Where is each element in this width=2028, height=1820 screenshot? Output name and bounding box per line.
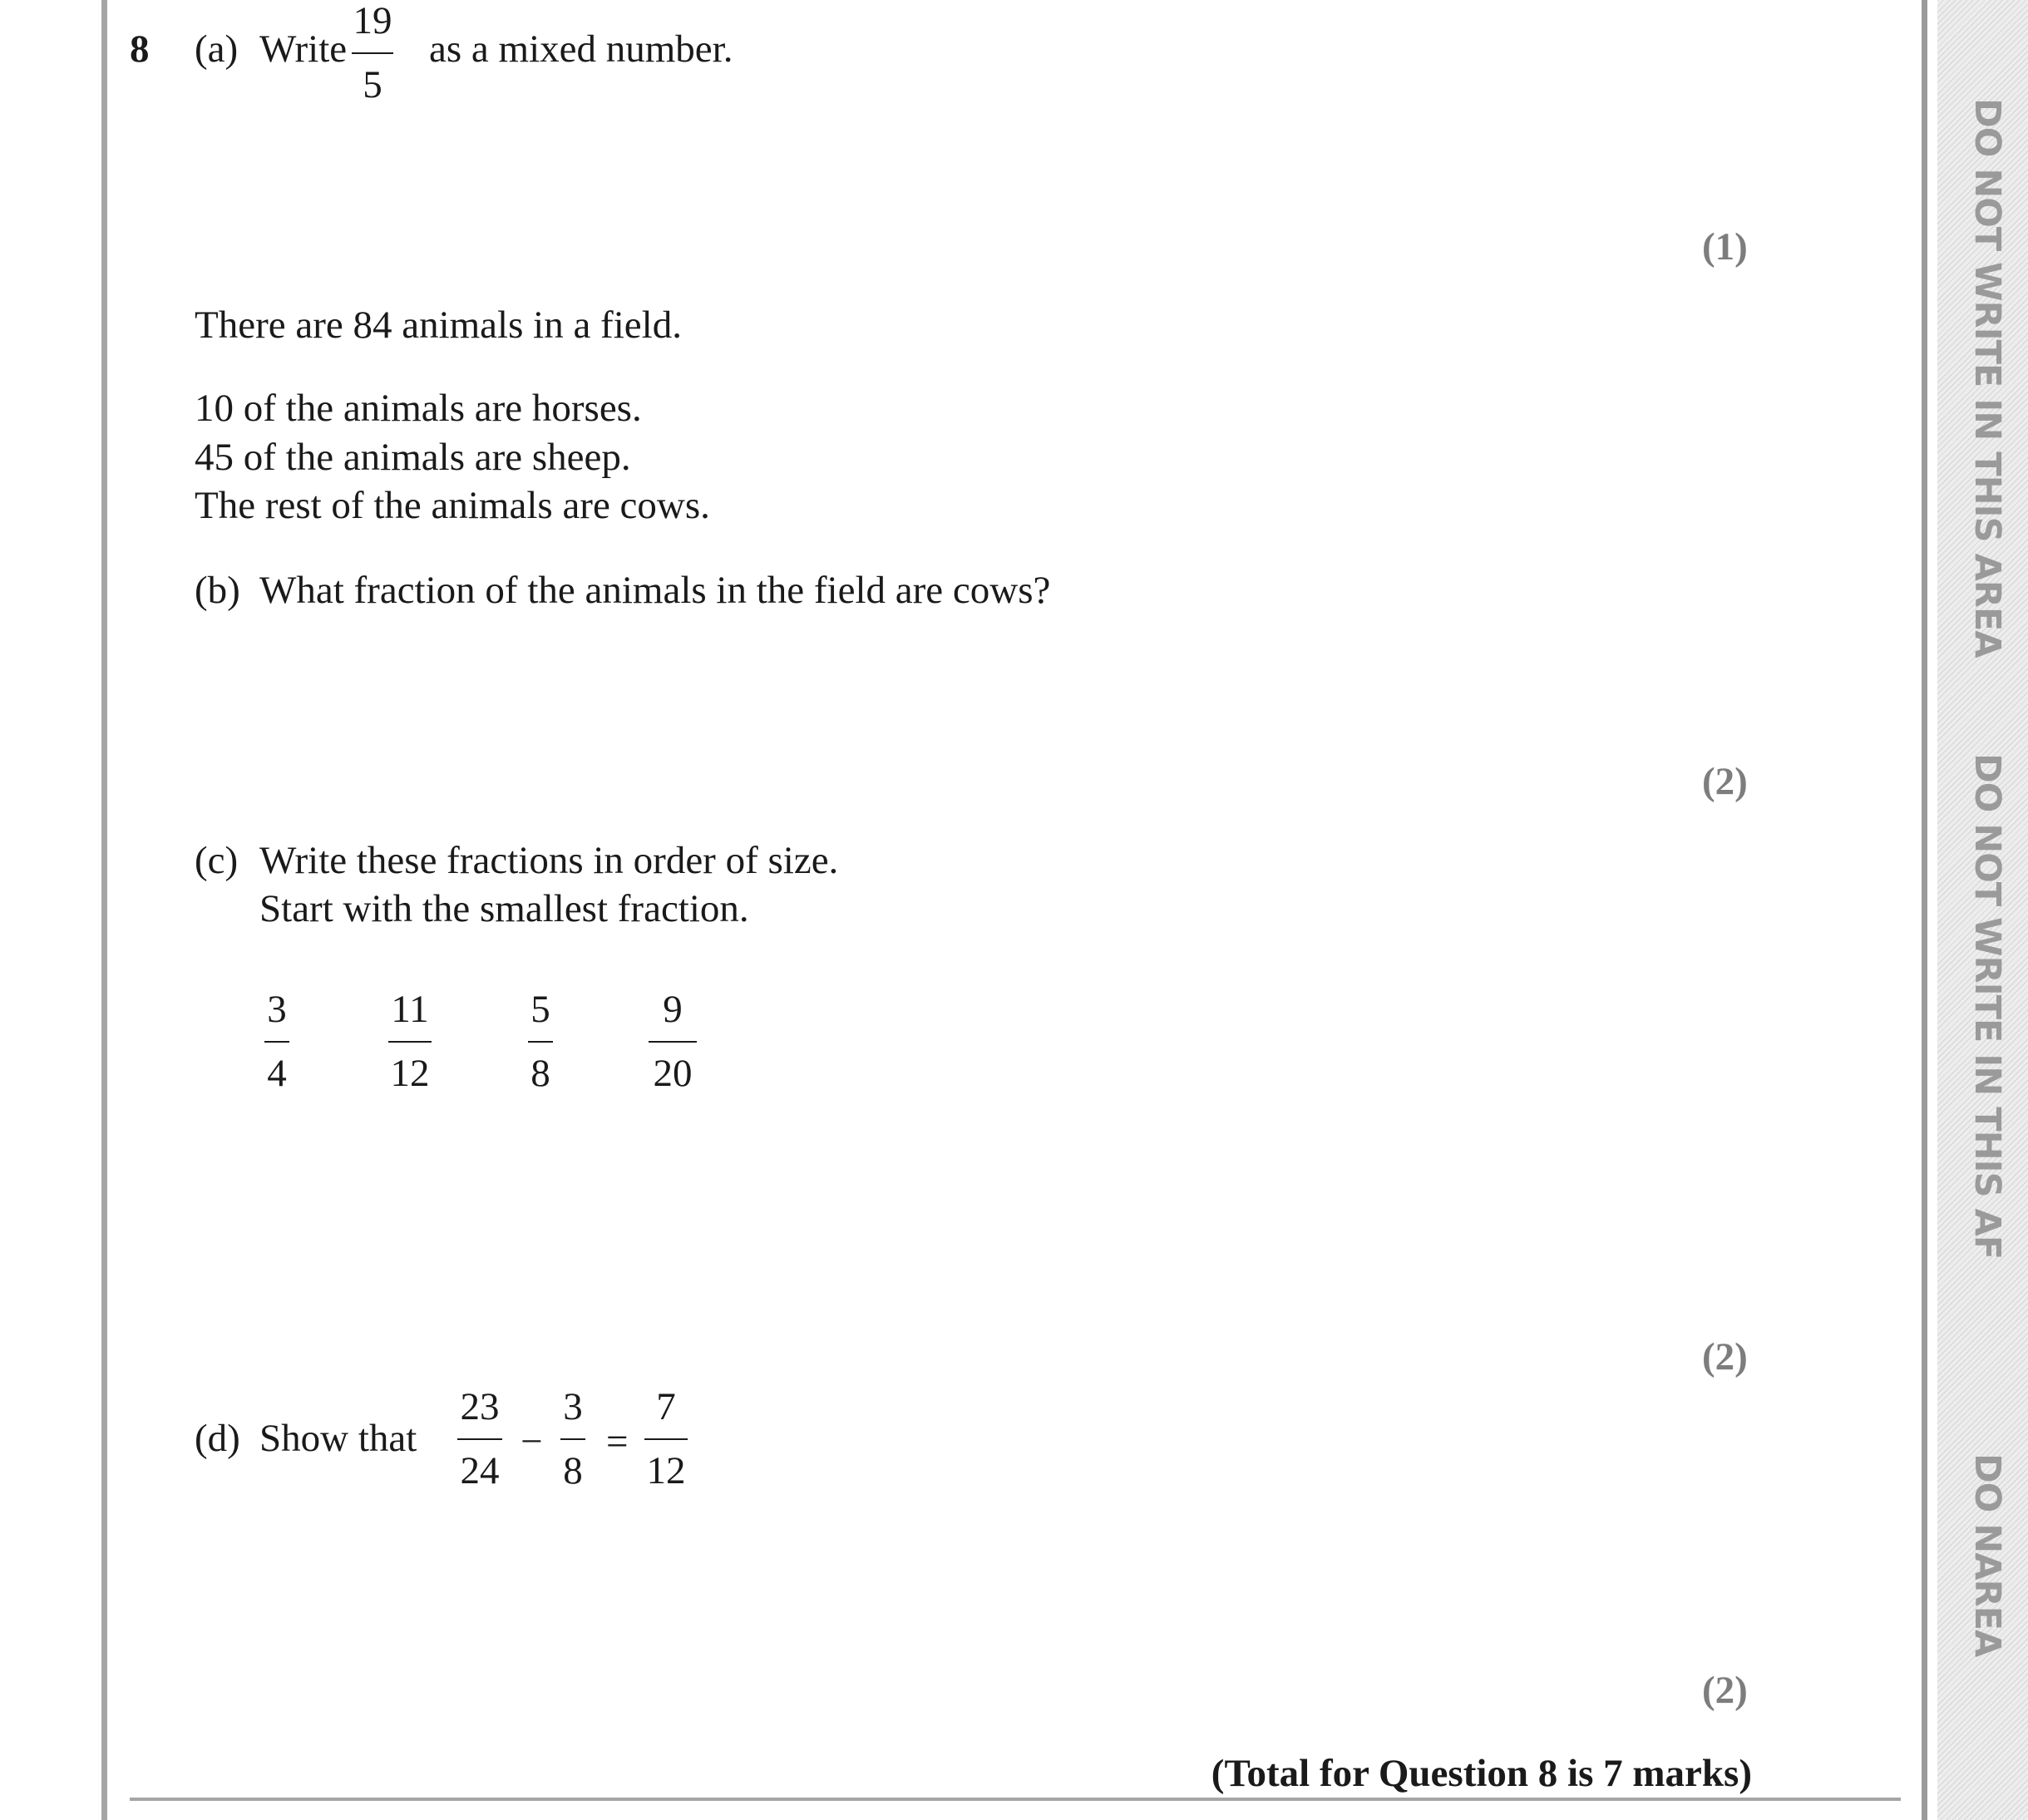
fraction-numerator: 3 xyxy=(563,1385,583,1428)
part-b-text: What fraction of the animals in the field are cows? xyxy=(259,569,1051,612)
fraction-bar xyxy=(457,1438,502,1440)
intro-line-4: The rest of the animals are cows. xyxy=(195,484,710,527)
equals-sign: = xyxy=(606,1420,629,1463)
fraction-bar xyxy=(388,1041,432,1043)
left-border-line xyxy=(101,0,107,1820)
part-d-label: (d) xyxy=(195,1417,240,1460)
part-c-label: (c) xyxy=(195,839,239,882)
margin-warning-2: DO NOT WRITE IN THIS AF xyxy=(1966,753,2008,1260)
intro-line-2: 10 of the animals are horses. xyxy=(195,387,642,430)
part-d-marks: (2) xyxy=(1702,1669,1748,1712)
part-a-label: (a) xyxy=(195,27,239,71)
question-total: (Total for Question 8 is 7 marks) xyxy=(1211,1752,1752,1795)
part-a-marks: (1) xyxy=(1702,225,1748,269)
fraction-numerator: 3 xyxy=(267,988,287,1031)
margin-warning-1: DO NOT WRITE IN THIS AREA xyxy=(1966,98,2008,658)
part-a-fraction xyxy=(339,2,406,105)
intro-line-1: There are 84 animals in a field. xyxy=(195,303,682,347)
fraction-denominator: 4 xyxy=(267,1052,287,1095)
fraction-bar xyxy=(264,1041,289,1043)
fraction-numerator: 5 xyxy=(530,988,550,1031)
part-c-line-1: Write these fractions in order of size. xyxy=(259,839,839,882)
part-c-fraction-3 xyxy=(491,990,590,1093)
fraction-denominator: 12 xyxy=(646,1449,686,1492)
fraction-denominator: 8 xyxy=(563,1449,583,1492)
part-a-fraction-denominator: 5 xyxy=(363,63,382,106)
fraction-bar xyxy=(528,1041,553,1043)
fraction-bar xyxy=(649,1041,697,1043)
part-c-line-2: Start with the smallest fraction. xyxy=(259,887,749,930)
part-b-label: (b) xyxy=(195,569,240,612)
fraction-bar xyxy=(560,1438,585,1440)
part-c-fraction-4 xyxy=(623,990,723,1093)
part-c-fraction-1 xyxy=(227,990,327,1093)
intro-line-3: 45 of the animals are sheep. xyxy=(195,436,631,479)
margin-divider-line xyxy=(1922,0,1927,1820)
part-d-fraction-3 xyxy=(616,1385,716,1492)
fraction-denominator: 20 xyxy=(653,1052,693,1095)
part-d-text: Show that xyxy=(259,1417,417,1460)
bottom-rule xyxy=(130,1798,1901,1801)
margin-warning-3: DO NAREA xyxy=(1966,1453,2008,1657)
part-c-fraction-2 xyxy=(360,990,460,1093)
fraction-bar xyxy=(352,52,393,54)
part-a-fraction-numerator: 19 xyxy=(353,0,392,42)
part-c-marks: (2) xyxy=(1702,1335,1748,1379)
part-b-marks: (2) xyxy=(1702,760,1748,803)
fraction-numerator: 7 xyxy=(656,1385,676,1428)
fraction-denominator: 8 xyxy=(530,1052,550,1095)
part-d-fraction-1 xyxy=(430,1385,530,1492)
part-a-prefix: Write xyxy=(259,27,348,71)
question-number: 8 xyxy=(130,27,150,71)
fraction-numerator: 9 xyxy=(663,988,683,1031)
fraction-denominator: 12 xyxy=(390,1052,430,1095)
fraction-bar xyxy=(644,1438,688,1440)
minus-sign: − xyxy=(521,1420,543,1463)
fraction-numerator: 23 xyxy=(460,1385,500,1428)
part-a-suffix: as a mixed number. xyxy=(429,27,733,71)
fraction-numerator: 11 xyxy=(391,988,429,1031)
fraction-denominator: 24 xyxy=(460,1449,500,1492)
